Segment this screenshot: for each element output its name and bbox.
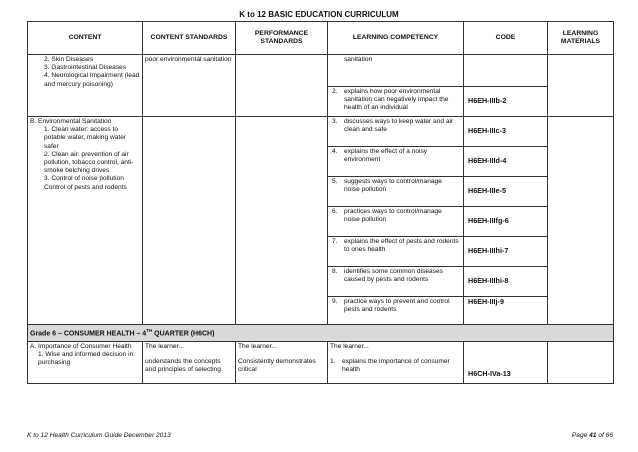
competency-cell: 8. identifies some common diseases caused by pests and rodents (328, 267, 464, 297)
code-cell: H6CH-IVa-13 (464, 341, 548, 383)
competency-cell: The learner... 1. explains the importance of consumer health (328, 341, 464, 383)
materials-cell (548, 55, 614, 117)
content-heading: A. Importance of Consumer Health (30, 342, 132, 350)
content-standard-cell: poor environmental sanitation (143, 55, 236, 117)
header-content-standards: CONTENT STANDARDS (143, 22, 236, 55)
competency-cell: 9. practice ways to prevent and control pests and rodents (328, 297, 464, 325)
content-item: 3. Control of noise pollution Control of pests and rodents (44, 175, 127, 191)
header-performance-standards: PERFORMANCE STANDARDS (236, 22, 328, 55)
materials-cell (548, 341, 614, 383)
grade-heading: Grade 6 – CONSUMER HEALTH – 4TH QUARTER (H6CH) (28, 325, 614, 342)
header-content: CONTENT (28, 22, 143, 55)
content-cell (28, 341, 143, 383)
content-cell (28, 55, 143, 117)
competency-cell: 4. explains the effect of a noisy environment (328, 147, 464, 177)
content-item: 3. Gastrointestinal Diseases (44, 64, 127, 72)
competency-cell: sanitation (328, 55, 464, 87)
header-row (28, 22, 614, 55)
header-learning-competency: LEARNING COMPETENCY (328, 22, 464, 55)
footer-guide-label: K to 12 Health Curriculum Guide December 2013 (27, 432, 171, 439)
content-cell (28, 117, 143, 325)
code-cell: H6EH-IIIhi-8 (464, 267, 548, 297)
content-standard-cell: The learner... understands the concepts and principles of selecting (143, 341, 236, 383)
competency-cell: 2. explains how poor environmental sanitation can negatively impact the health of an individual (328, 87, 464, 117)
code-cell: H6EH-IIId-4 (464, 147, 548, 177)
table-row (28, 341, 614, 383)
footer-page-number: Page 41 of 66 (571, 432, 613, 439)
competency-cell: 6. practices ways to control/manage noise pollution (328, 207, 464, 237)
content-item: 1. Wise and informed decision in purchasing (38, 350, 134, 366)
content-item: 2. Clean air: prevention of air pollution, tobacco control, anti-smoke belching drives (44, 150, 134, 175)
content-heading: B. Environmental Sanitation (30, 118, 112, 125)
header-code: CODE (464, 22, 548, 55)
content-item: 1. Clean water: access to potable water, making water safer (44, 126, 127, 150)
code-cell: H6EH-IIIhi-7 (464, 237, 548, 267)
header-learning-materials: LEARNING MATERIALS (548, 22, 614, 55)
table-row (28, 55, 614, 87)
performance-standard-cell: The learner... Consistently demonstrates critical (236, 341, 328, 383)
code-cell: H6EH-IIIe-5 (464, 177, 548, 207)
code-cell: H6EH-IIIc-3 (464, 117, 548, 147)
content-standard-cell (143, 117, 236, 325)
code-cell: H6EH-IIIfg-6 (464, 207, 548, 237)
grade-heading-row (28, 325, 614, 342)
performance-standard-cell (236, 117, 328, 325)
competency-cell: 5. suggests ways to control/manage noise pollution (328, 177, 464, 207)
performance-standard-cell (236, 55, 328, 117)
content-item: 4. Neurological Impairment (lead and mercury poisoning) (44, 72, 140, 88)
content-item: 2. Skin Diseases (44, 56, 94, 63)
code-cell (464, 55, 548, 87)
curriculum-table (27, 21, 614, 384)
code-cell: H6EH-IIIb-2 (464, 87, 548, 117)
table-row (28, 117, 614, 147)
competency-cell: 7. explains the effect of pests and rodents to ones health (328, 237, 464, 267)
competency-cell: 3. discusses ways to keep water and air clean and safe (328, 117, 464, 147)
document-title: K to 12 BASIC EDUCATION CURRICULUM (239, 10, 399, 19)
code-cell: H6EH-IIIj-9 (464, 297, 548, 325)
materials-cell (548, 117, 614, 325)
